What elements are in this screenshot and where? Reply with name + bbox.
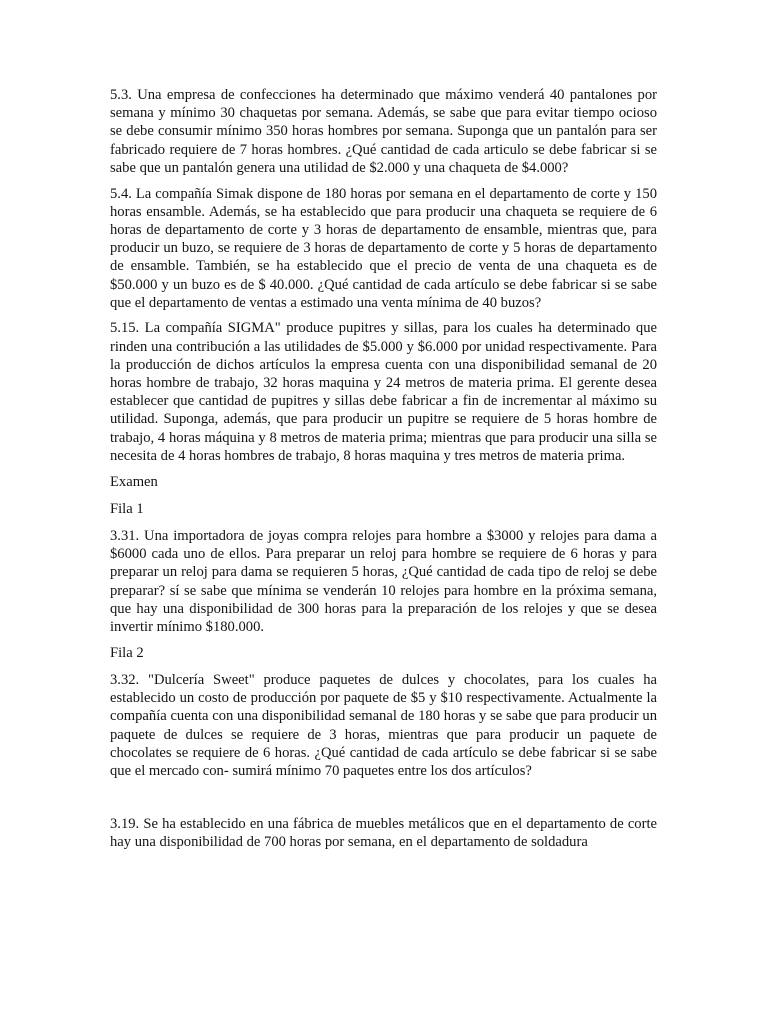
document-page bbox=[110, 86, 657, 859]
problem-5-4: 5.4. La compañía Simak dispone de 180 horas por semana en el departamento de corte y 150 horas ensamble. Además, se ha establecido que para producir una chaqueta se requiere de 6 horas de departamento de corte y 3 horas de departamento de ensamble, mientras que, para producir un buzo, se requiere de 3 horas de departamento de corte y 5 horas de departamento de ensamble. También, se ha establecido que el precio de venta de una chaqueta es de $50.000 y un buzo es de $ 40.000. ¿Qué cantidad de cada artículo se debe fabricar si se sabe que el departamento de ventas a estimado una venta mínima de 40 buzos? bbox=[110, 185, 657, 311]
problem-3-32: 3.32. "Dulcería Sweet" produce paquetes de dulces y chocolates, para los cuales ha establecido un costo de producción por paquete de $5 y $10 respectivamente. Actualmente la compañía cuenta con una disponibilidad semanal de 180 horas y se sabe que para producir un paquete de dulces se requiere de 3 horas, mientras que para producir un paquete de chocolates se requiere de 6 horas. ¿Qué cantidad de cada artículo se debe fabricar si se sabe que el mercado con- sumirá mínimo 70 paquetes entre los dos artículos? bbox=[110, 671, 657, 779]
heading-fila-2: Fila 2 bbox=[110, 644, 144, 661]
problem-5-3: 5.3. Una empresa de confecciones ha determinado que máximo venderá 40 pantalones por semana y mínimo 30 chaquetas por semana. Además, se sabe que para evitar tiempo ocioso se debe consumir mínimo 350 horas hombres por semana. Suponga que un pantalón para ser fabricado requiere de 7 horas hombres. ¿Qué cantidad de cada articulo se debe fabricar si se sabe que un pantalón genera una utilidad de $2.000 y una chaqueta de $4.000? bbox=[110, 87, 657, 176]
problem-3-31: 3.31. Una importadora de joyas compra relojes para hombre a $3000 y relojes para dama a $6000 cada uno de ellos. Para preparar un reloj para hombre se requiere de 6 horas y para preparar un reloj para dama se requieren 5 horas, ¿Qué cantidad de cada tipo de reloj se debe preparar? sí se sabe que mínima se venderán 10 relojes para hombre en la próxima semana, que hay una disponibilidad de 300 horas para la preparación de los relojes y que se desea invertir mínimo $180.000. bbox=[110, 527, 657, 635]
problem-3-19: 3.19. Se ha establecido en una fábrica de muebles metálicos que en el departamento de corte hay una disponibilidad de 700 horas por semana, en el departamento de soldadura bbox=[110, 815, 657, 850]
problem-5-15: 5.15. La compañía SIGMA" produce pupitres y sillas, para los cuales ha determinado que rinden una contribución a las utilidades de $5.000 y $6.000 por unidad respectivamente. Para la producción de dichos artículos la empresa cuenta con una disponibilidad semanal de 20 horas hombre de trabajo, 32 horas maquina y 24 metros de materia prima. El gerente desea establecer que cantidad de pupitres y sillas debe fabricar a fin de incrementar al máximo su utilidad. Suponga, además, que para producir un pupitre se requiere de 5 horas hombre de trabajo, 4 horas máquina y 8 metros de materia prima; mientras que para producir una silla se necesita de 4 horas hombres de trabajo, 8 horas maquina y tres metros de materia prima. bbox=[110, 320, 657, 464]
heading-examen: Examen bbox=[110, 473, 158, 490]
heading-fila-1: Fila 1 bbox=[110, 500, 144, 517]
blank-line bbox=[110, 788, 657, 815]
